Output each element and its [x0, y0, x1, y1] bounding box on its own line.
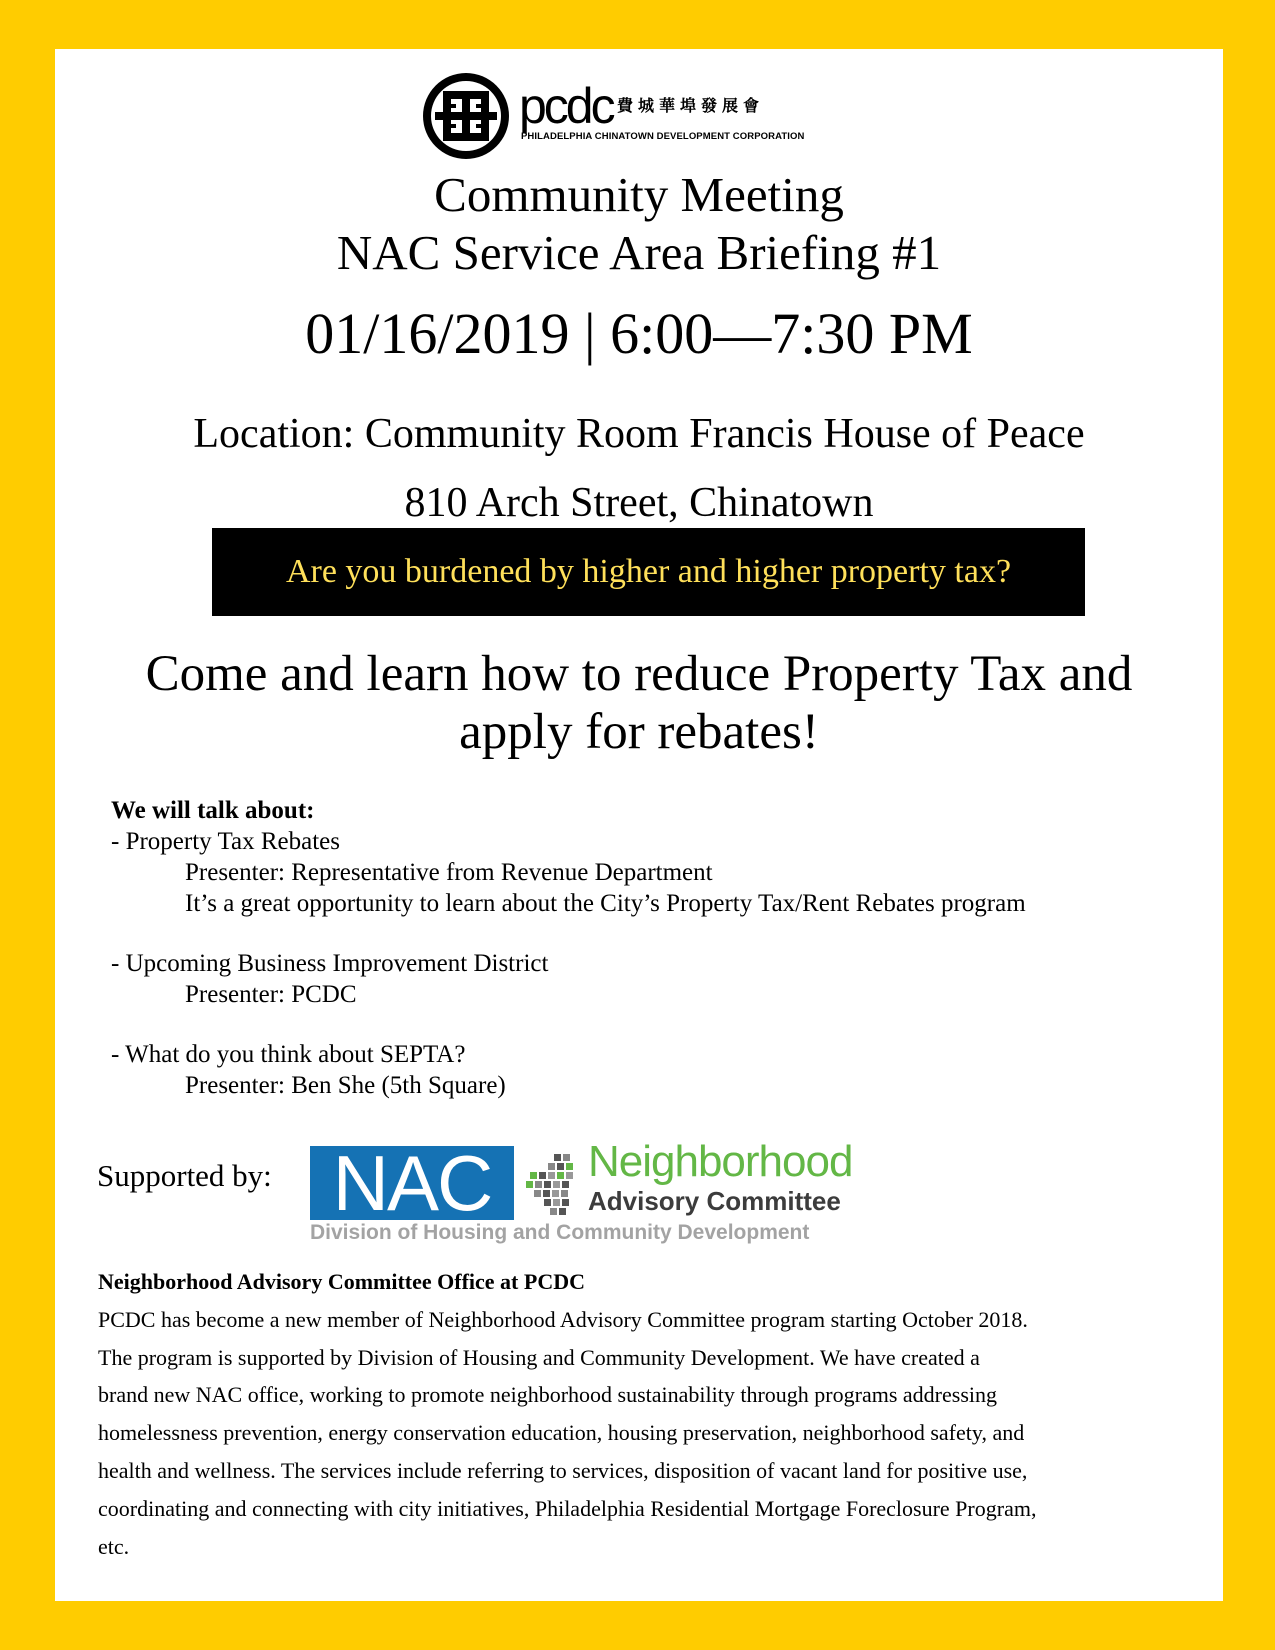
headline-line-1: Come and learn how to reduce Property Tax and [145, 646, 1133, 702]
office-text-line: homelessness prevention, energy conservation education, housing preservation, neighborhood safety, and [98, 1420, 1025, 1446]
office-text-line: coordinating and connecting with city initiatives, Philadelphia Residential Mortgage Foreclosure Program, [98, 1495, 1037, 1521]
nac-neighborhood-text: Neighborhood [588, 1137, 853, 1186]
headline [55, 645, 1223, 761]
agenda-heading: We will talk about: [111, 797, 315, 824]
agenda-presenter: Presenter: Representative from Revenue Department [185, 859, 713, 886]
supported-by-label: Supported by: [97, 1158, 272, 1193]
agenda-presenter: Presenter: PCDC [185, 981, 357, 1008]
pcdc-emblem-icon [421, 71, 511, 161]
pcdc-full-name: PHILADELPHIA CHINATOWN DEVELOPMENT CORPORATION [521, 131, 805, 142]
nac-advisory-text: Advisory Committee [588, 1186, 841, 1216]
headline-line-2: apply for rebates! [459, 704, 819, 760]
office-section [98, 1263, 1198, 1565]
event-subtitle: NAC Service Area Briefing #1 [336, 225, 942, 280]
nac-division-text: Division of Housing and Community Development [310, 1221, 810, 1244]
office-heading: Neighborhood Advisory Committee Office at PCDC [98, 1269, 585, 1294]
event-title: Community Meeting [434, 167, 844, 222]
office-text-line: etc. [98, 1533, 130, 1559]
question-banner: Are you burdened by higher and higher property tax? [212, 528, 1085, 616]
flyer-page [55, 49, 1223, 1601]
agenda-note: It’s a great opportunity to learn about the City’s Property Tax/Rent Rebates program [185, 890, 1026, 917]
office-text-line: PCDC has become a new member of Neighborhood Advisory Committee program starting October 2018. [98, 1306, 1028, 1332]
office-text-line: The program is supported by Division of Housing and Community Development. We have created a [98, 1344, 980, 1370]
event-datetime: 01/16/2019 | 6:00—7:30 PM [305, 301, 973, 366]
pcdc-chinese-name: 費城華埠發展會 [617, 96, 765, 115]
office-text-line: health and wellness. The services include referring to services, disposition of vacant land for positive use, [98, 1457, 1028, 1483]
agenda-topic: - Property Tax Rebates [111, 828, 340, 855]
agenda-topic: - What do you think about SEPTA? [111, 1041, 466, 1068]
agenda-topic: - Upcoming Business Improvement District [111, 950, 549, 977]
pcdc-wordmark: pcdc [519, 78, 613, 134]
office-text-line: brand new NAC office, working to promote neighborhood sustainability through programs addressing [98, 1382, 997, 1408]
neighborhood-map-icon [524, 1152, 584, 1218]
event-location: Location: Community Room Francis House of Peace [193, 411, 1085, 457]
agenda-presenter: Presenter: Ben She (5th Square) [185, 1072, 506, 1099]
event-address: 810 Arch Street, Chinatown [404, 480, 874, 526]
agenda [111, 795, 1201, 1101]
nac-letters: NAC [310, 1146, 514, 1220]
nac-logo [310, 1137, 870, 1250]
pcdc-logo [421, 71, 841, 171]
